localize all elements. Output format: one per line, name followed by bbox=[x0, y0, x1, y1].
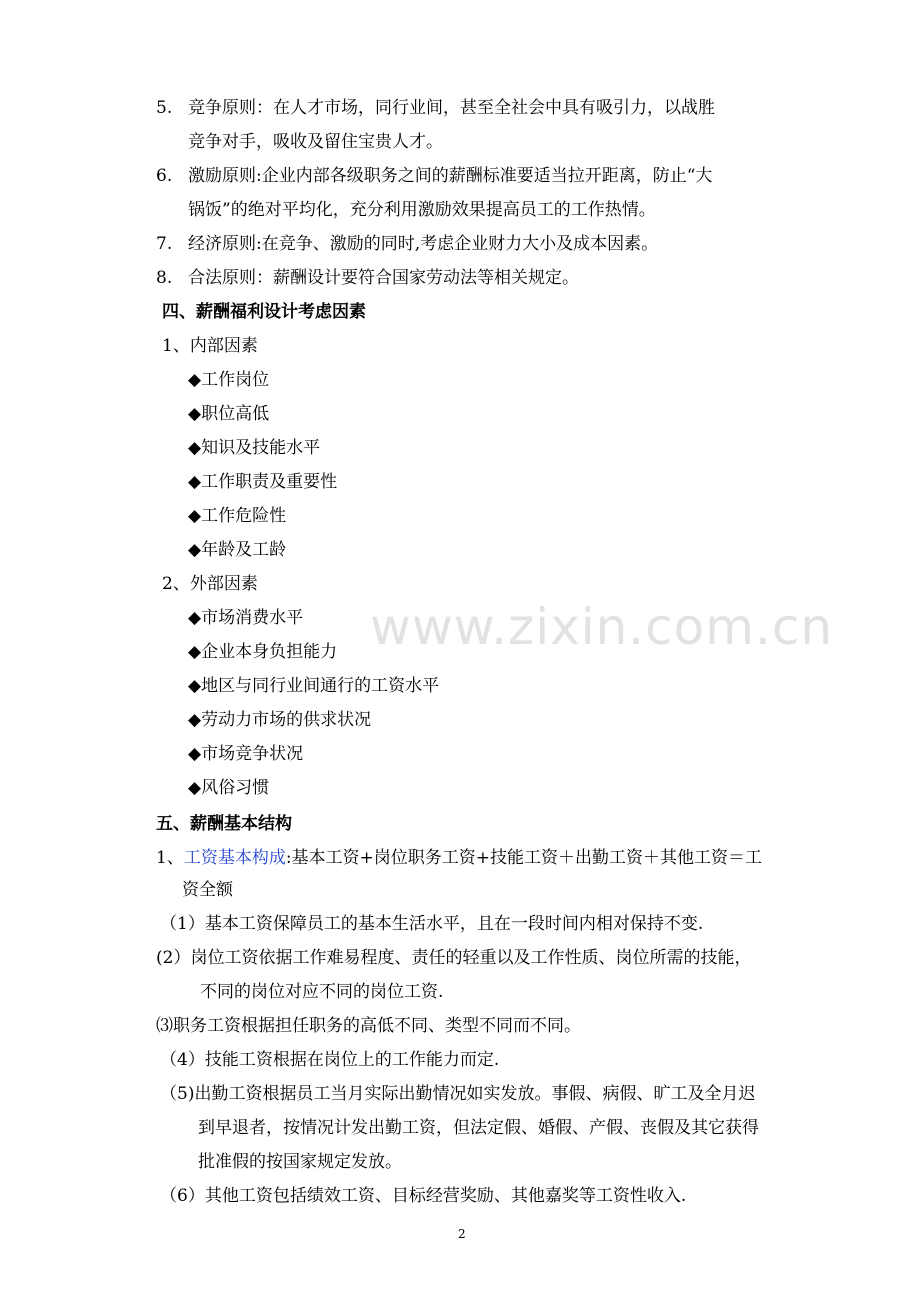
internal-factor-item: ◆职位高低 bbox=[188, 404, 270, 424]
note-2-line1: (2）岗位工资依据工作难易程度、责任的轻重以及工作性质、岗位所需的技能， bbox=[156, 948, 752, 968]
page-number: 2 bbox=[458, 1227, 466, 1241]
principle-8-line1: 合法原则：薪酬设计要符合国家劳动法等相关规定。 bbox=[188, 268, 579, 288]
external-factor-item: ◆市场竞争状况 bbox=[188, 744, 304, 764]
external-factor-item: ◆劳动力市场的供求状况 bbox=[188, 710, 372, 730]
note-5-line2: 到早退者，按情况计发出勤工资，但法定假、婚假、产假、丧假及其它获得 bbox=[198, 1118, 759, 1138]
internal-factor-item: ◆知识及技能水平 bbox=[188, 438, 321, 458]
section-4-heading: 四、薪酬福利设计考虑因素 bbox=[162, 302, 366, 322]
internal-factor-item: ◆年龄及工龄 bbox=[188, 540, 287, 560]
note-5-line3: 批准假的按国家规定发放。 bbox=[198, 1152, 402, 1172]
external-factor-item: ◆市场消费水平 bbox=[188, 608, 304, 628]
principle-5-line2: 竞争对手，吸收及留住宝贵人才。 bbox=[188, 132, 443, 152]
composition-line bbox=[156, 846, 762, 870]
internal-factor-item: ◆工作岗位 bbox=[188, 370, 270, 390]
composition-link[interactable]: 工资基本构成 bbox=[183, 848, 286, 868]
principle-7-line1: 经济原则:在竞争、激励的同时,考虑企业财力大小及成本因素。 bbox=[188, 234, 659, 254]
note-4: （4）技能工资根据在岗位上的工作能力而定. bbox=[160, 1050, 500, 1070]
principle-5-number: 5. bbox=[156, 98, 173, 118]
external-factor-item: ◆地区与同行业间通行的工资水平 bbox=[188, 676, 440, 696]
external-factor-item: ◆风俗习惯 bbox=[188, 778, 270, 798]
internal-factor-item: ◆工作职责及重要性 bbox=[188, 472, 338, 492]
note-5-line1: （5)出勤工资根据员工当月实际出勤情况如实发放。事假、病假、旷工及全月迟 bbox=[160, 1084, 756, 1104]
watermark: www.zixin.com.cn bbox=[370, 598, 834, 656]
composition-number: 1、 bbox=[156, 848, 184, 868]
principle-5-line1: 竞争原则：在人才市场，同行业间，甚至全社会中具有吸引力，以战胜 bbox=[188, 98, 715, 118]
internal-factors-title: 1、内部因素 bbox=[162, 336, 258, 356]
principle-6-line2: 锅饭”的绝对平均化，充分利用激励效果提高员工的工作热情。 bbox=[188, 200, 656, 220]
principle-8-number: 8. bbox=[156, 268, 173, 288]
note-1: （1）基本工资保障员工的基本生活水平，且在一段时间内相对保持不变. bbox=[160, 914, 704, 934]
external-factors-title: 2、外部因素 bbox=[162, 574, 258, 594]
external-factor-item: ◆企业本身负担能力 bbox=[188, 642, 338, 662]
note-3: ⑶职务工资根据担任职务的高低不同、类型不同而不同。 bbox=[156, 1016, 581, 1036]
section-5-heading: 五、薪酬基本结构 bbox=[156, 814, 292, 834]
composition-line2: 资全额 bbox=[182, 880, 233, 900]
principle-6-line1: 激励原则:企业内部各级职务之间的薪酬标准要适当拉开距离，防止“大 bbox=[188, 166, 713, 186]
principle-7-number: 7. bbox=[156, 234, 173, 254]
internal-factor-item: ◆工作危险性 bbox=[188, 506, 287, 526]
note-2-line2: 不同的岗位对应不同的岗位工资. bbox=[200, 982, 444, 1002]
composition-formula: :基本工资+岗位职务工资+技能工资＋出勤工资＋其他工资＝工 bbox=[285, 848, 763, 868]
principle-6-number: 6. bbox=[156, 166, 173, 186]
note-6: （6）其他工资包括绩效工资、目标经营奖励、其他嘉奖等工资性收入. bbox=[160, 1186, 687, 1206]
